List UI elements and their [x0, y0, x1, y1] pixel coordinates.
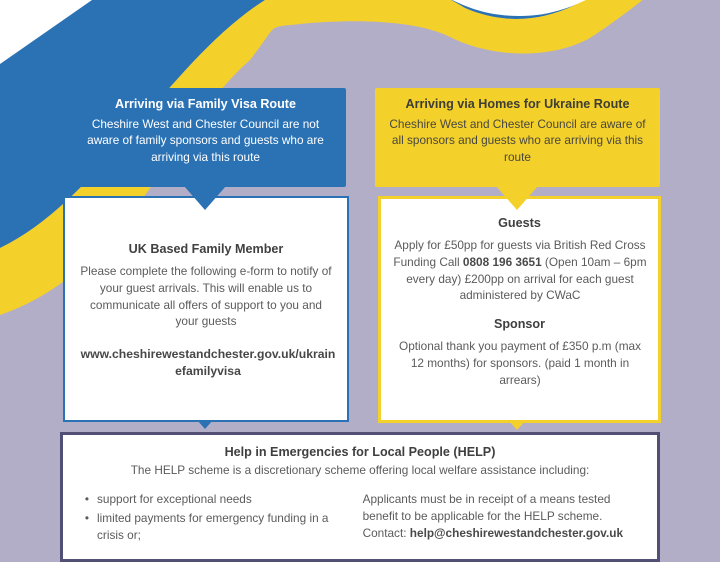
- homes-for-ukraine-pointer-icon: [496, 186, 538, 210]
- family-member-detail-box: [63, 196, 349, 422]
- sponsor-heading: Sponsor: [493, 317, 546, 331]
- list-item: [77, 510, 341, 544]
- homes-for-ukraine-header-box: [375, 88, 660, 187]
- sponsor-text: Optional thank you payment of £350 p.m (max 12 months) for sponsors. (paid 1 month in arrears): [399, 339, 641, 387]
- family-detail-pointer-icon: [197, 420, 213, 429]
- guests-detail-pointer-icon: [509, 421, 525, 430]
- family-visa-header-box: [65, 88, 346, 187]
- bullet-icon: •: [84, 492, 90, 506]
- family-member-instructions: Please complete the following e-form to notify of your guest arrivals. This will enable us to communicate all offers of support to you and your guests: [80, 264, 332, 329]
- family-visa-link[interactable]: www.cheshirewestandchester.gov.uk/ukrainefamilyvisa: [80, 347, 336, 379]
- bullet-text: support for exceptional needs: [97, 492, 252, 506]
- guests-text-part1: Apply for £50pp for guests via British Red Cross Funding Call: [393, 238, 646, 269]
- homes-for-ukraine-title: Arriving via Homes for Ukraine Route: [405, 97, 630, 111]
- family-member-heading: UK Based Family Member: [128, 242, 284, 256]
- guests-sponsor-detail-box: [378, 196, 661, 423]
- help-bullet-list: [77, 491, 341, 545]
- help-title: Help in Emergencies for Local People (HELP): [224, 445, 496, 459]
- bullet-text: limited payments for emergency funding in a crisis or;: [97, 510, 329, 542]
- help-subtitle: The HELP scheme is a discretionary scheme offering local welfare assistance including:: [130, 463, 590, 477]
- family-visa-title: Arriving via Family Visa Route: [114, 97, 297, 111]
- homes-for-ukraine-summary: Cheshire West and Chester Council are aware of all sponsors and guests who are arriving via this route: [389, 117, 646, 164]
- family-visa-summary: Cheshire West and Chester Council are not aware of family sponsors and guests who are arriving via this route: [87, 117, 324, 164]
- help-scheme-box: [60, 432, 660, 562]
- help-columns: [77, 491, 643, 545]
- help-eligibility-text: [363, 491, 643, 545]
- guests-heading: Guests: [498, 216, 541, 230]
- bullet-icon: •: [84, 510, 90, 525]
- help-eligibility-part1: Applicants must be in receipt of a means tested benefit to be applicable for the HELP scheme. Contact:: [362, 492, 611, 540]
- red-cross-phone-number: 0808 196 3651: [462, 254, 542, 269]
- list-item: [77, 491, 341, 508]
- help-email-link[interactable]: help@cheshirewestandchester.gov.uk: [409, 525, 624, 540]
- guests-text: [391, 237, 649, 304]
- family-visa-pointer-icon: [184, 186, 226, 210]
- guests-text-part2: (Open 10am – 6pm every day) £200pp on arrival for each guest administered by CWaC: [406, 254, 647, 303]
